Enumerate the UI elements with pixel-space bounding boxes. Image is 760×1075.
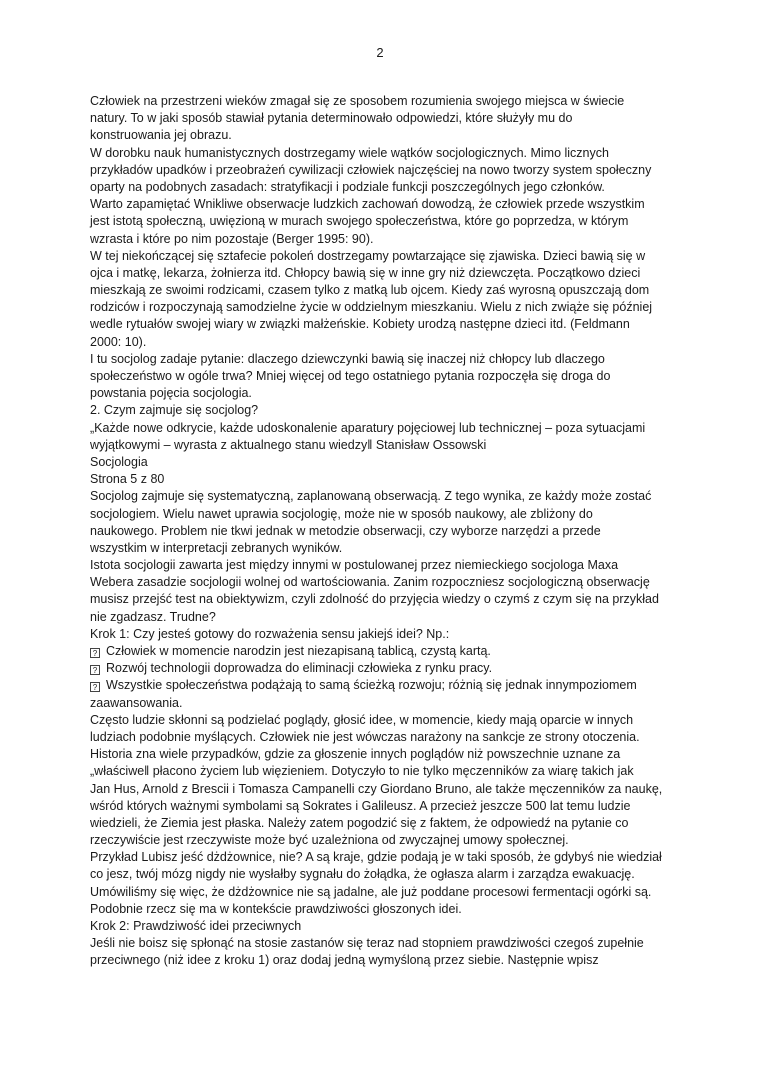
text-line: konstruowania jej obrazu. <box>90 128 232 143</box>
text-line: wzrasta i które po nim pozostaje (Berger 1995: 90). <box>90 231 374 246</box>
text-line: wedle rytuałów swojej wiary w związki małżeńskie. Kobiety urodzą następne dzieci itd. (Feldmann <box>90 317 630 332</box>
step-heading: Krok 1: Czy jesteś gotowy do rozważenia sensu jakiejś idei? Np.: <box>90 626 450 641</box>
text-line: powstania pojęcia socjologia. <box>90 386 252 401</box>
text-line: Jan Hus, Arnold z Brescii i Tomasza Campanelli czy Giordano Bruno, ale także męczenników za naukę, <box>90 781 663 796</box>
text-line: nie zgadzasz. Trudne? <box>90 609 216 624</box>
quote-line: wyjątkowymi – wyrasta z aktualnego stanu wiedzy‖ Stanisław Ossowski <box>90 437 487 452</box>
text-line: mieszkają ze swoimi rodzicami, czasem tylko z matką lub ojcem. Kiedy zaś wyrosną opuszczają dom <box>90 283 650 298</box>
text-line: I tu socjolog zadaje pytanie: dlaczego dziewczynki bawią się inaczej niż chłopcy lub dlaczego <box>90 351 605 366</box>
text-line: przykładów upadków i przeobrażeń cywilizacji człowiek najczęściej na nowo tworzy system społeczny <box>90 162 652 177</box>
bullet-item <box>90 643 690 660</box>
bullet-text: Rozwój technologii doprowadza do eliminacji człowieka z rynku pracy. <box>106 661 493 676</box>
bullet-box-icon: ? <box>90 648 100 658</box>
text-line: Socjologia <box>90 454 148 469</box>
text-line: jest istotą społeczną, uwięzioną w murach swojego społeczeństwa, które go poprzedza, w którym <box>90 214 629 229</box>
text-line: zaawansowania. <box>90 695 183 710</box>
document-body <box>90 93 690 987</box>
text-line: Człowiek na przestrzeni wieków zmagał się ze sposobem rozumienia swojego miejsca w świecie <box>90 94 625 108</box>
text-line: W dorobku nauk humanistycznych dostrzegamy wiele wątków socjologicznych. Mimo licznych <box>90 145 609 160</box>
text-line: Przykład Lubisz jeść dżdżownice, nie? A są kraje, gdzie podają je w taki sposób, że gdybyś nie wiedział <box>90 850 662 865</box>
text-line: wśród których ważnymi symbolami są Sokrates i Galileusz. A przecież jeszcze 500 lat temu ludzie <box>90 798 631 813</box>
text-line: Historia zna wiele przypadków, gdzie za głoszenie innych poglądów niż powszechnie uznane za <box>90 747 621 762</box>
text-line: 2000: 10). <box>90 334 147 349</box>
text-line: Często ludzie skłonni są podzielać poglądy, głosić idee, w momencie, kiedy mają oparcie w innych <box>90 712 634 727</box>
text-line: wszystkim w interpretacji zebranych wyników. <box>90 540 343 555</box>
text-line: Strona 5 z 80 <box>90 472 165 487</box>
bullet-box-icon: ? <box>90 665 100 675</box>
text-line: naukowego. Problem nie tkwi jednak w metodzie obserwacji, czy wyborze narzędzi a przede <box>90 523 601 538</box>
text-line: oparty na podobnych zasadach: stratyfikacji i podziale funkcji poszczególnych jego członków. <box>90 179 605 194</box>
quote-line: „Każde nowe odkrycie, każde udoskonalenie aparatury pojęciowej lub technicznej – poza sytuacjami <box>90 420 646 435</box>
bullet-text: Człowiek w momencie narodzin jest niezapisaną tablicą, czystą kartą. <box>106 644 491 658</box>
text-line: wiedzieli, że Ziemia jest płaska. Należy zatem pogodzić się z faktem, że odpowiedź na pytanie co <box>90 815 629 830</box>
text-line: „właściwe‖ płacono życiem lub więzieniem. Dotyczyło to nie tylko męczenników za wiarę takich jak <box>90 764 634 779</box>
section-heading: 2. Czym zajmuje się socjolog? <box>90 403 259 418</box>
text-line: Socjolog zajmuje się systematyczną, zaplanowaną obserwacją. Z tego wynika, ze każdy może zostać <box>90 489 652 504</box>
step-heading: Jeśli nie boisz się spłonąć na stosie zastanów się teraz nad stopniem prawdziwości czegoś zupełnie <box>90 936 644 951</box>
text-line: Istota socjologii zawarta jest między innymi w postulowanej przez niemieckiego socjologa Maxa <box>90 558 619 573</box>
text-line: rzeczywiście jest rzeczywiste może być uzależniona od zwyczajnej umowy społecznej. <box>90 833 569 848</box>
bullet-item <box>90 660 690 677</box>
text-line: Krok 2: Prawdziwość idei przeciwnych <box>90 919 302 933</box>
text-line: musisz przejść test na obiektywizm, czyli zdolność do przyjęcia wiedzy o czymś z czym się na przykład <box>90 592 659 607</box>
text-line: Warto zapamiętać Wnikliwe obserwacje ludzkich zachowań dowodzą, że człowiek przede wszystkim <box>90 197 645 212</box>
text-line: co jesz, twój mózg nigdy nie wysłałby sygnału do żołądka, że ogłasza alarm i zarządza ewakuację. <box>90 867 635 882</box>
text-line: rodziców i rozpoczynają samodzielne życie w oddzielnym mieszkaniu. Wielu z nich zwiąże się później <box>90 300 653 315</box>
text-line: W tej niekończącej się sztafecie pokoleń dostrzegamy powtarzające się zjawiska. Dzieci bawią się w <box>90 248 646 263</box>
text-line: ludziach podobnie myślących. Człowiek nie jest wówczas narażony na sankcje ze strony otoczenia. <box>90 729 640 744</box>
bullet-text: Wszystkie społeczeństwa podążają to samą ścieżką rozwoju; różnią się jednak innympoziomem <box>106 678 637 693</box>
text-line: natury. To w jaki sposób stawiał pytania determinowało odpowiedzi, które służyły mu do <box>90 111 573 126</box>
text-line: społeczeństwo w ogóle trwa? Mniej więcej od tego ostatniego pytania rozpoczęła się droga do <box>90 369 611 383</box>
page-number: 2 <box>376 45 384 60</box>
bullet-box-icon: ? <box>90 682 100 692</box>
text-line: ojca i matkę, lekarza, żołnierza itd. Chłopcy bawią się w inne gry niż dziewczęta. Początkowo dzieci <box>90 265 641 280</box>
text-line: Umówiliśmy się więc, że dżdżownice nie są jadalne, ale już poddane procesowi fermentacji ogórki są. <box>90 884 652 899</box>
text-line: przeciwnego (niż idee z kroku 1) oraz dodaj jedną wymyśloną przez siebie. Następnie wpisz <box>90 953 599 968</box>
text-line: Webera zasadzie socjologii wolnej od wartościowania. Zanim rozpoczniesz socjologiczną obserwację <box>90 575 650 590</box>
bullet-item <box>90 677 690 694</box>
text-line: Podobnie rzecz się ma w kontekście prawdziwości głoszonych idei. <box>90 901 462 916</box>
text-line <box>90 970 690 987</box>
text-line: socjologiem. Wielu nawet uprawia socjologię, może nie w sposób naukowy, ale zbliżony do <box>90 506 593 521</box>
